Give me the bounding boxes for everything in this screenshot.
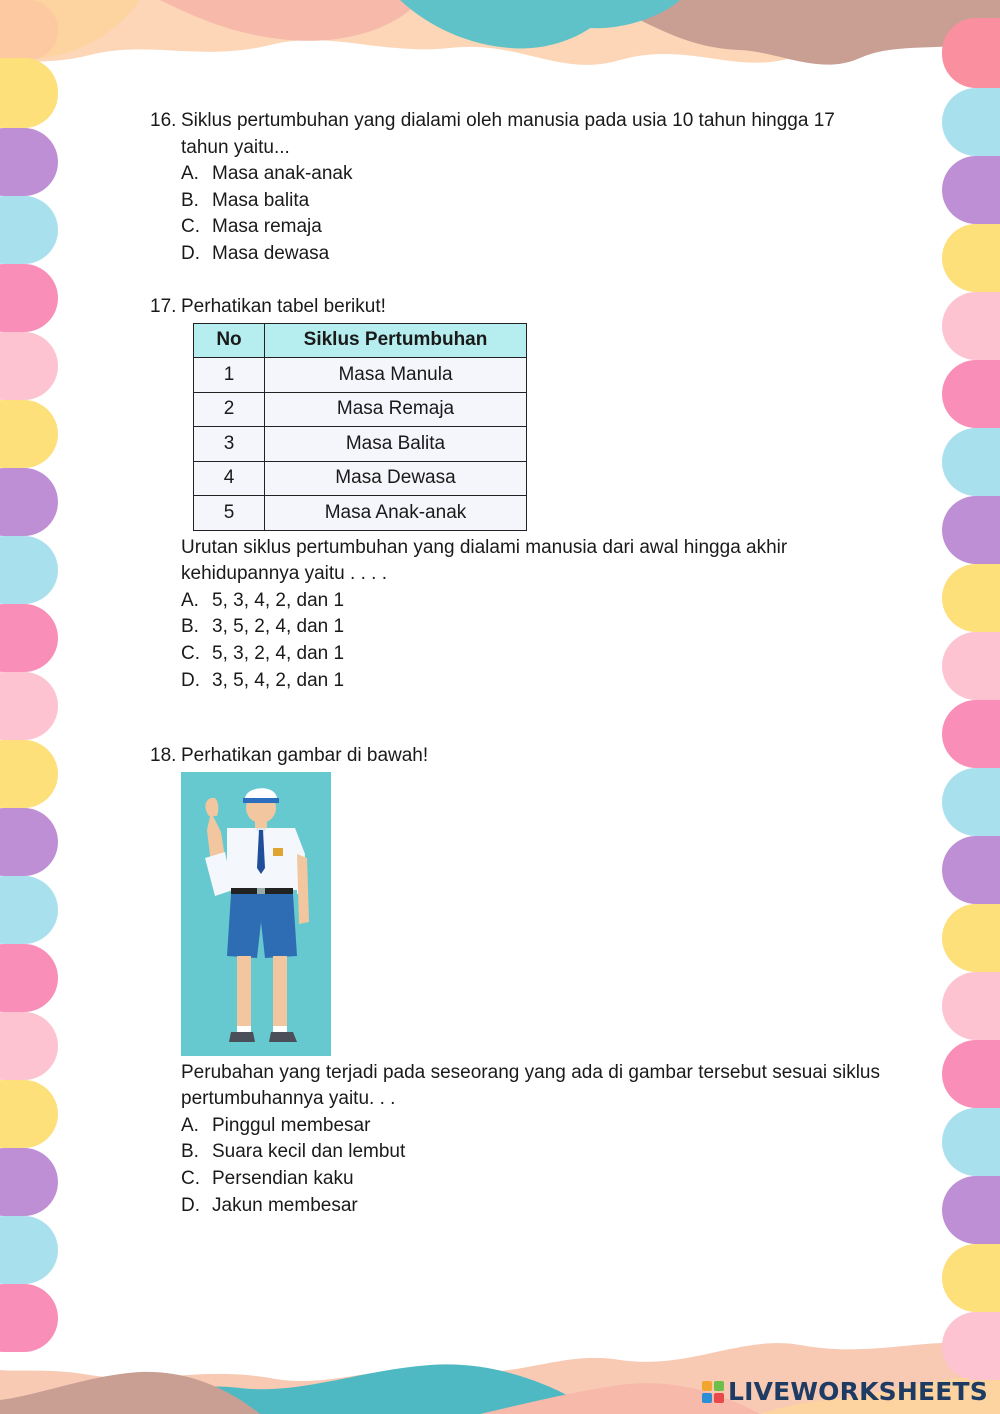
option-text: Masa dewasa xyxy=(212,242,330,264)
question-16 xyxy=(150,108,880,268)
question-18 xyxy=(150,743,880,1219)
table-header-no: No xyxy=(194,323,265,358)
option-text: Jakun membesar xyxy=(212,1194,358,1216)
option-letter: D. xyxy=(181,242,200,264)
option-text: Suara kecil dan lembut xyxy=(212,1141,406,1163)
option-letter: A. xyxy=(181,589,199,611)
option-text: 5, 3, 2, 4, dan 1 xyxy=(212,642,345,664)
option-d[interactable] xyxy=(181,668,880,695)
table-cell-no: 3 xyxy=(194,427,265,462)
option-c[interactable] xyxy=(181,214,880,241)
option-a[interactable] xyxy=(181,588,880,615)
liveworksheets-logo-icon xyxy=(702,1381,724,1403)
option-letter: D. xyxy=(181,669,200,691)
question-number: 18. xyxy=(150,745,177,766)
option-letter: A. xyxy=(181,163,199,185)
question-text: Perubahan yang terjadi pada seseorang yang ada di gambar tersebut sesuai siklus pertumbuhannya yaitu. . . xyxy=(181,1061,880,1110)
option-letter: C. xyxy=(181,1167,200,1189)
question-17 xyxy=(150,294,880,694)
table-cell-no: 2 xyxy=(194,392,265,427)
table-cell-no: 4 xyxy=(194,461,265,496)
question-number: 16. xyxy=(150,110,177,131)
option-b[interactable] xyxy=(181,1139,880,1166)
question-number: 17. xyxy=(150,296,177,317)
option-text: Pinggul membesar xyxy=(212,1114,371,1136)
option-text: 3, 5, 4, 2, dan 1 xyxy=(212,669,345,691)
option-c[interactable] xyxy=(181,1166,880,1193)
option-letter: C. xyxy=(181,642,200,664)
table-cell-cycle: Masa Balita xyxy=(265,427,527,462)
table-cell-cycle: Masa Anak-anak xyxy=(265,496,527,531)
option-letter: B. xyxy=(181,189,199,211)
table-header-cycle: Siklus Pertumbuhan xyxy=(265,323,527,358)
table-row xyxy=(194,461,527,496)
table-cell-no: 5 xyxy=(194,496,265,531)
option-text: Masa balita xyxy=(212,189,310,211)
option-d[interactable] xyxy=(181,1193,880,1220)
option-a[interactable] xyxy=(181,161,880,188)
table-row xyxy=(194,496,527,531)
table-row xyxy=(194,427,527,462)
option-text: Masa remaja xyxy=(212,216,322,238)
option-letter: C. xyxy=(181,216,200,238)
schoolboy-illustration xyxy=(181,772,331,1056)
logo-text: LIVEWORKSHEETS xyxy=(727,1377,988,1406)
question-intro: Perhatikan gambar di bawah! xyxy=(181,745,429,766)
table-cell-cycle: Masa Dewasa xyxy=(265,461,527,496)
table-cell-cycle: Masa Manula xyxy=(265,358,527,393)
option-b[interactable] xyxy=(181,614,880,641)
table-header-row xyxy=(194,323,527,358)
question-intro: Perhatikan tabel berikut! xyxy=(181,296,386,317)
question-text: Urutan siklus pertumbuhan yang dialami manusia dari awal hingga akhir kehidupannya yaitu . . . . xyxy=(181,536,788,585)
option-c[interactable] xyxy=(181,641,880,668)
option-d[interactable] xyxy=(181,241,880,268)
question-text: Siklus pertumbuhan yang dialami oleh manusia pada usia 10 tahun hingga 17 tahun yaitu... xyxy=(181,110,835,158)
option-letter: B. xyxy=(181,616,199,638)
growth-cycle-table xyxy=(193,323,527,531)
option-text: Masa anak-anak xyxy=(212,163,353,185)
option-text: 3, 5, 2, 4, dan 1 xyxy=(212,616,345,638)
table-cell-cycle: Masa Remaja xyxy=(265,392,527,427)
option-letter: B. xyxy=(181,1141,199,1163)
option-a[interactable] xyxy=(181,1113,880,1140)
option-letter: D. xyxy=(181,1194,200,1216)
option-letter: A. xyxy=(181,1114,199,1136)
option-text: 5, 3, 4, 2, dan 1 xyxy=(212,589,345,611)
option-b[interactable] xyxy=(181,188,880,215)
liveworksheets-logo[interactable] xyxy=(702,1377,988,1406)
option-text: Persendian kaku xyxy=(212,1167,354,1189)
table-row xyxy=(194,358,527,393)
table-row xyxy=(194,392,527,427)
table-cell-no: 1 xyxy=(194,358,265,393)
